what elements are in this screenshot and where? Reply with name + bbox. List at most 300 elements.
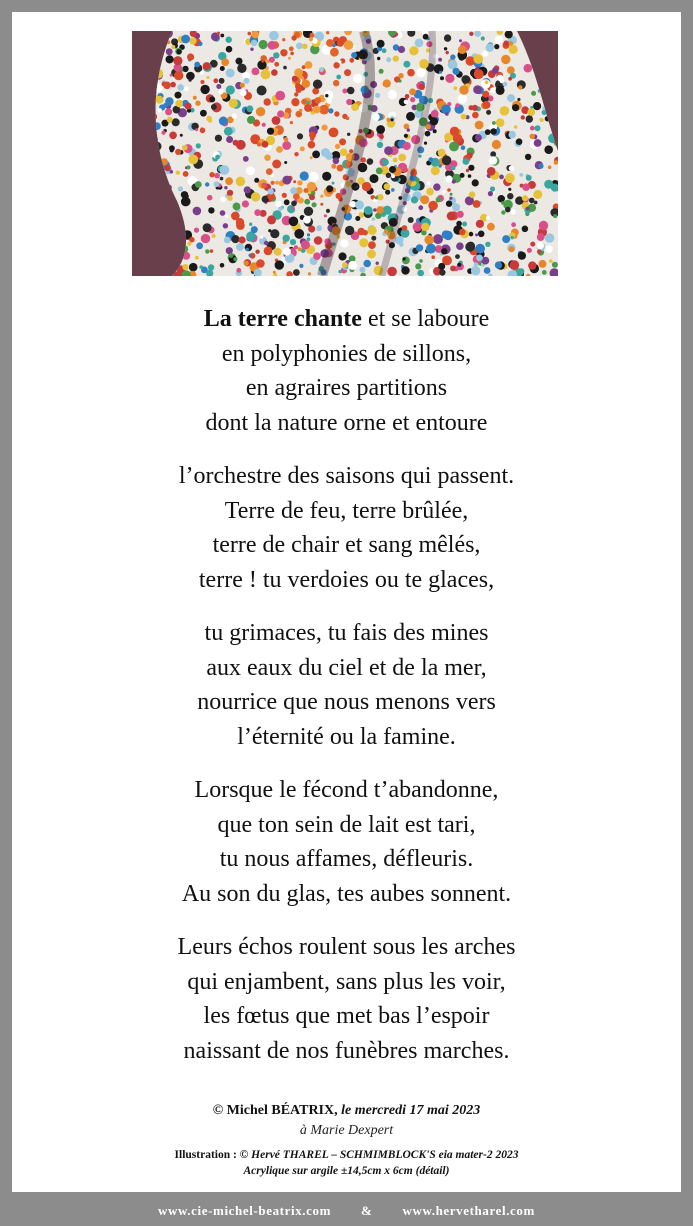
paint-dot <box>348 261 357 270</box>
paint-dot <box>474 262 478 266</box>
paint-dot <box>224 237 231 244</box>
paint-dot <box>254 209 261 216</box>
paint-dot <box>219 117 228 126</box>
paint-dot <box>309 172 319 182</box>
dedication: à Marie Dexpert <box>299 1123 394 1138</box>
paint-dot <box>220 34 224 38</box>
paint-dot <box>447 212 456 221</box>
paint-dot <box>484 267 491 274</box>
paint-dot <box>518 85 522 89</box>
paint-dot <box>528 261 536 269</box>
paint-dot <box>200 80 204 84</box>
paint-dot <box>367 158 374 165</box>
paint-dot <box>243 156 249 162</box>
paint-dot <box>492 67 499 74</box>
author-name: © Michel BÉATRIX, <box>212 1103 338 1118</box>
paint-dot <box>463 158 470 165</box>
paint-dot <box>284 161 287 164</box>
paint-dot <box>537 249 541 253</box>
paint-dot <box>430 117 438 125</box>
paint-dot <box>385 190 390 195</box>
paint-dot <box>293 180 296 183</box>
paint-dot <box>248 254 251 257</box>
paint-dot <box>236 58 243 65</box>
paint-dot <box>533 190 542 199</box>
paint-dot <box>276 146 283 153</box>
paint-dot <box>469 191 476 198</box>
paint-dot <box>275 91 285 101</box>
paint-dot <box>216 84 221 89</box>
sculpture-image <box>132 31 558 276</box>
paint-dot <box>490 128 496 134</box>
paint-dot <box>182 145 188 151</box>
paint-dot <box>505 173 515 183</box>
paint-dot <box>485 242 490 247</box>
paint-dot <box>209 172 214 177</box>
paint-dot <box>167 117 173 123</box>
paint-dot <box>509 41 514 46</box>
paint-dot <box>488 191 493 196</box>
paint-dot <box>223 223 228 228</box>
paint-dot <box>355 216 360 221</box>
paint-dot <box>431 110 439 118</box>
paint-dot <box>471 266 480 275</box>
paint-dot <box>176 49 181 54</box>
paint-dot <box>447 188 451 192</box>
paint-dot <box>282 193 287 198</box>
paint-dot <box>326 31 329 34</box>
paint-dot <box>433 183 440 190</box>
paint-dot <box>242 200 249 207</box>
paint-dot <box>511 236 514 239</box>
paint-dot <box>326 209 330 213</box>
paint-dot <box>375 93 380 98</box>
paint-dot <box>325 94 328 97</box>
paint-dot <box>319 67 324 72</box>
paint-dot <box>312 202 317 207</box>
poem-card <box>12 12 681 1192</box>
paint-dot <box>294 229 304 239</box>
paint-dot <box>487 223 495 231</box>
paint-dot <box>266 168 273 175</box>
paint-dot <box>409 88 416 95</box>
paint-dot <box>268 41 277 50</box>
paint-dot <box>236 140 246 150</box>
paint-dot <box>302 44 308 50</box>
paint-dot <box>296 43 303 50</box>
paint-dot <box>219 78 225 84</box>
paint-dot <box>442 156 452 166</box>
paint-dot <box>203 223 212 232</box>
paint-dot <box>275 260 284 269</box>
paint-dot <box>269 31 279 40</box>
paint-dot <box>170 170 174 174</box>
paint-dot <box>326 185 333 192</box>
poem-line: dont la nature orne et entoure <box>205 409 488 436</box>
paint-dot <box>207 195 213 201</box>
paint-dot <box>166 55 174 63</box>
paint-dot <box>209 96 215 102</box>
paint-dot <box>462 222 467 227</box>
paint-dot <box>220 210 226 216</box>
paint-dot <box>334 111 339 116</box>
paint-dot <box>333 158 340 165</box>
paint-dot <box>247 105 254 112</box>
paint-dot <box>482 101 490 109</box>
paint-dot <box>415 39 424 48</box>
paint-dot <box>182 66 188 72</box>
paint-dot <box>376 125 385 134</box>
paint-dot <box>290 121 293 124</box>
paint-dot <box>518 252 526 260</box>
paint-dot <box>226 69 235 78</box>
paint-dot <box>282 176 291 185</box>
paint-dot <box>474 54 484 64</box>
poem-line: terre de chair et sang mêlés, <box>212 532 481 558</box>
paint-dot <box>508 77 512 81</box>
paint-dot <box>346 99 352 105</box>
paint-dot <box>492 140 501 149</box>
paint-dot <box>495 261 502 268</box>
paint-dot <box>514 125 517 128</box>
paint-dot <box>407 128 410 131</box>
paint-dot <box>542 270 547 275</box>
paint-dot <box>220 177 224 181</box>
paint-dot <box>236 243 244 251</box>
paint-dot <box>469 32 473 36</box>
paint-dot <box>215 155 220 160</box>
paint-dot <box>545 245 553 253</box>
paint-dot <box>386 118 390 122</box>
paint-dot <box>405 94 410 99</box>
paint-dot <box>215 135 222 142</box>
paint-dot <box>331 164 336 169</box>
paint-dot <box>347 87 355 95</box>
paint-dot <box>469 105 474 110</box>
paint-dot <box>452 203 460 211</box>
paint-dot <box>554 160 558 165</box>
poem-line: tu grimaces, tu fais des mines <box>204 620 489 646</box>
illustration-credit <box>12 1147 681 1163</box>
paint-dot <box>201 234 210 243</box>
paint-dot <box>450 266 456 272</box>
paint-dot <box>356 186 359 189</box>
paint-dot <box>413 222 423 232</box>
paint-dot <box>512 104 519 111</box>
poem-line <box>12 302 681 337</box>
paint-dot <box>450 193 453 196</box>
paint-dot <box>509 246 515 252</box>
paint-dot <box>337 39 344 46</box>
paint-dot <box>294 92 298 96</box>
paint-dot <box>351 103 359 111</box>
paint-dot <box>362 182 371 191</box>
paint-dot <box>450 127 459 136</box>
paint-dot <box>526 115 533 122</box>
paint-dot <box>271 69 278 76</box>
paint-dot <box>333 80 339 86</box>
paint-dot <box>507 193 513 199</box>
paint-dot <box>376 167 383 174</box>
paint-dot <box>393 56 399 62</box>
paint-dot <box>533 102 541 110</box>
paint-dot <box>415 178 419 182</box>
paint-dot <box>277 110 284 117</box>
paint-dot <box>376 262 379 265</box>
poem-line: l’éternité ou la famine. <box>237 723 456 750</box>
paint-dot <box>245 248 249 252</box>
paint-dot <box>200 127 203 130</box>
paint-dot <box>283 235 290 242</box>
paint-dot <box>539 260 547 268</box>
paint-dot <box>474 69 484 79</box>
paint-dot <box>244 78 250 84</box>
paint-dot <box>481 36 485 40</box>
paint-dot <box>252 31 259 38</box>
paint-dot <box>283 248 291 256</box>
paint-dot <box>486 216 490 220</box>
paint-dot <box>207 76 210 79</box>
paint-dot <box>208 264 214 270</box>
paint-dot <box>340 148 348 156</box>
paint-dot <box>244 261 249 266</box>
paint-dot <box>314 236 323 245</box>
paint-dot <box>475 134 482 141</box>
paint-dot <box>322 125 328 131</box>
paint-dot <box>239 236 246 243</box>
paint-dot <box>304 207 313 216</box>
paint-dot <box>332 182 335 185</box>
paint-dot <box>282 38 285 41</box>
paint-dot <box>174 71 183 80</box>
paint-dot <box>370 174 379 183</box>
paint-dot <box>455 254 460 259</box>
paint-dot <box>444 34 451 41</box>
footer-link-herve-tharel[interactable]: www.hervetharel.com <box>402 1202 535 1218</box>
paint-dot <box>307 233 310 236</box>
paint-dot <box>252 68 260 76</box>
paint-dot <box>466 169 469 172</box>
paint-dot <box>205 249 209 253</box>
paint-dot <box>368 241 376 249</box>
paint-dot <box>404 100 409 105</box>
paint-dot <box>382 48 387 53</box>
paint-dot <box>273 271 276 274</box>
poem-line: en agraires partitions <box>245 375 448 401</box>
paint-dot <box>553 214 557 218</box>
paint-dot <box>490 186 495 191</box>
paint-dot <box>445 74 454 83</box>
paint-dot <box>540 118 544 122</box>
paint-dot <box>453 68 460 75</box>
paint-dot <box>475 121 484 130</box>
paint-dot <box>526 207 530 211</box>
paint-dot <box>301 99 307 105</box>
footer-links <box>0 1195 693 1226</box>
paint-dot <box>482 91 489 98</box>
paint-dot <box>442 190 445 193</box>
paint-dot <box>163 82 171 90</box>
paint-dot <box>330 48 339 57</box>
paint-dot <box>256 107 265 116</box>
paint-dot <box>289 46 294 51</box>
paint-dot <box>498 195 505 202</box>
paint-dot <box>233 257 237 261</box>
paint-dot <box>509 260 519 270</box>
paint-dot <box>537 233 545 241</box>
paint-dot <box>431 255 435 259</box>
paint-dot <box>384 183 391 190</box>
paint-dot <box>257 143 261 147</box>
stanza-5 <box>12 930 681 1068</box>
paint-dot <box>320 195 323 198</box>
paint-dot <box>200 110 207 117</box>
paint-dot <box>391 118 394 121</box>
paint-dot <box>261 59 264 62</box>
paint-dot <box>398 154 406 162</box>
illustration-label: Illustration : <box>174 1149 240 1161</box>
paint-dot <box>420 195 429 204</box>
paint-dot <box>461 75 470 84</box>
paint-dot <box>363 260 371 268</box>
stanza-1 <box>12 302 681 440</box>
paint-dot <box>220 165 230 175</box>
paint-dot <box>487 167 496 176</box>
paint-dot <box>224 186 227 189</box>
paint-dot <box>226 247 233 254</box>
paint-dot <box>382 159 389 166</box>
paint-dot <box>433 129 437 133</box>
paint-dot <box>377 194 383 200</box>
paint-dot <box>181 197 191 207</box>
paint-dot <box>473 85 482 94</box>
poem-line: les fœtus que met bas l’espoir <box>203 1003 490 1029</box>
paint-dot <box>344 69 351 76</box>
paint-dot <box>383 79 391 87</box>
paint-dot <box>458 94 468 104</box>
footer-link-michel-beatrix[interactable]: www.cie-michel-beatrix.com <box>158 1202 332 1218</box>
paint-dot <box>267 128 274 135</box>
paint-dot <box>251 192 260 201</box>
paint-dot <box>531 91 536 96</box>
paint-dot <box>530 242 535 247</box>
paint-dot <box>250 48 253 51</box>
paint-dot <box>304 104 312 112</box>
paint-dot <box>404 134 408 138</box>
paint-dot <box>507 94 515 102</box>
paint-dot <box>410 97 415 102</box>
paint-dot <box>398 73 403 78</box>
paint-dot <box>450 54 455 59</box>
paint-dot <box>329 128 339 138</box>
paint-dot <box>289 217 299 227</box>
paint-dot <box>184 86 189 91</box>
paint-dot <box>304 199 310 205</box>
poem-line: Au son du glas, tes aubes sonnent. <box>181 880 512 907</box>
paint-dot <box>485 80 489 84</box>
paint-dot <box>274 248 282 256</box>
paint-dot <box>501 201 505 205</box>
paint-dot <box>200 85 209 94</box>
paint-dot <box>349 58 354 63</box>
paint-dot <box>263 183 266 186</box>
paint-dot <box>428 201 438 211</box>
paint-dot <box>525 154 531 160</box>
paint-dot <box>438 149 446 157</box>
paint-dot <box>406 112 415 121</box>
paint-dot <box>342 262 348 268</box>
paint-dot <box>256 259 265 268</box>
paint-dot <box>446 201 452 207</box>
paint-dot <box>503 40 509 46</box>
paint-dot <box>164 165 171 172</box>
paint-dot <box>403 142 411 150</box>
paint-dot <box>425 131 431 137</box>
paint-dot <box>199 265 203 269</box>
paint-dot <box>176 171 180 175</box>
paint-dot <box>264 98 271 105</box>
paint-dot <box>182 264 188 270</box>
paint-dot <box>522 183 530 191</box>
paint-dot <box>428 157 433 162</box>
stanza-3 <box>12 616 681 754</box>
paint-dot <box>189 237 195 243</box>
paint-dot <box>261 70 271 80</box>
paint-dot <box>346 117 350 121</box>
paint-dot <box>438 58 442 62</box>
paint-dot <box>449 197 452 200</box>
paint-dot <box>500 79 505 84</box>
poem-date: le mercredi 17 mai 2023 <box>341 1103 481 1118</box>
paint-dot <box>368 226 377 235</box>
paint-dot <box>511 209 516 214</box>
paint-dot <box>180 134 183 137</box>
paint-dot <box>158 108 162 112</box>
paint-dot <box>419 259 423 263</box>
paint-dot <box>227 196 232 201</box>
paint-dot <box>229 253 234 258</box>
paint-dot <box>280 49 287 56</box>
paint-dot <box>291 201 297 207</box>
paint-dot <box>282 141 291 150</box>
paint-dot <box>438 263 445 270</box>
paint-dot <box>269 57 275 63</box>
paint-dot <box>200 71 204 75</box>
paint-dot <box>226 85 235 94</box>
paint-dot <box>337 165 344 172</box>
paint-dot <box>509 45 518 54</box>
paint-dot <box>345 226 354 235</box>
paint-dot <box>424 235 434 245</box>
paint-dot <box>240 83 245 88</box>
paint-dot <box>194 62 200 68</box>
paint-dot <box>489 156 497 164</box>
paint-dot <box>426 188 434 196</box>
paint-dot <box>305 61 313 69</box>
paint-dot <box>246 166 255 175</box>
paint-dot <box>267 215 276 224</box>
paint-dot <box>545 233 554 242</box>
paint-dot <box>299 109 302 112</box>
paint-dot <box>518 268 524 274</box>
illustration-medium: Acrylique sur argile ±14,5cm x 6cm (détail) <box>243 1165 450 1177</box>
paint-dot <box>383 206 392 215</box>
stanza-4 <box>12 773 681 911</box>
paint-dot <box>284 199 290 205</box>
paint-dot <box>259 40 268 49</box>
paint-dot <box>476 220 484 228</box>
poem-line: terre ! tu verdoies ou te glaces, <box>198 566 495 593</box>
